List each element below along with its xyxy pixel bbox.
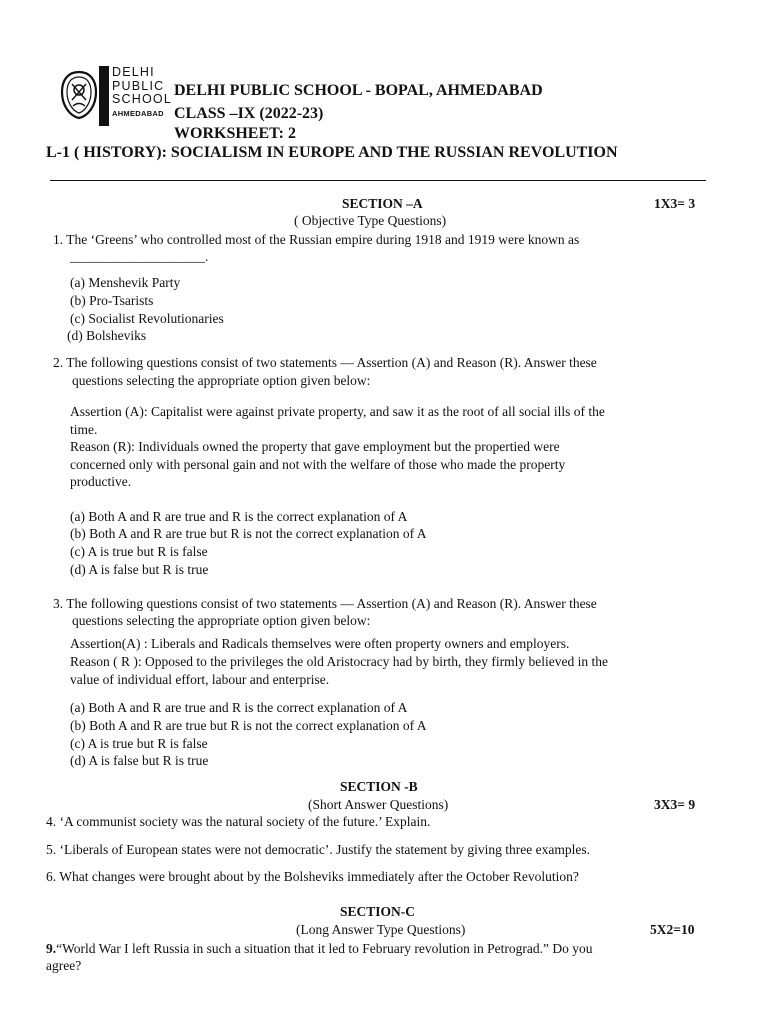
q2-assertion-line-2: time.: [70, 422, 98, 437]
q9-text: [46, 940, 592, 958]
class-year: CLASS –IX (2022-23): [174, 105, 324, 122]
q3-intro-line-2: questions selecting the appropriate option given below:: [72, 613, 371, 628]
q2-reason-line-1: Reason (R): Individuals owned the property that gave employment but the propertied were: [70, 439, 560, 454]
section-c-title: SECTION-C: [340, 904, 416, 919]
q9-line-2: agree?: [46, 958, 82, 973]
q9-line-1: “World War I left Russia in such a situation that it led to February revolution in Petrograd.” Do you: [56, 941, 593, 956]
lesson-title: L-1 ( HISTORY): SOCIALISM IN EUROPE AND THE RUSSIAN REVOLUTION: [46, 144, 618, 161]
q3-option-b: (b) Both A and R are true but R is not the correct explanation of A: [70, 718, 427, 733]
section-a-title: SECTION –A: [342, 196, 423, 211]
logo-vertical-text: BOPAL: [109, 77, 118, 115]
q1-text: 1. The ‘Greens’ who controlled most of the Russian empire during 1918 and 1919 were known as: [53, 232, 580, 247]
logo-line-2: PUBLIC: [112, 78, 165, 93]
q6-text: 6. What changes were brought about by the Bolsheviks immediately after the October Revolution?: [46, 869, 579, 884]
q2-option-c: (c) A is true but R is false: [70, 544, 208, 559]
q1-option-d: (d) Bolsheviks: [67, 328, 147, 343]
section-b-subtitle: (Short Answer Questions): [308, 797, 449, 812]
section-a-marks: 1X3= 3: [654, 196, 696, 211]
q2-option-b: (b) Both A and R are true but R is not the correct explanation of A: [70, 526, 427, 541]
q3-option-a: (a) Both A and R are true and R is the correct explanation of A: [70, 700, 408, 715]
q3-assertion: Assertion(A) : Liberals and Radicals themselves were often property owners and employers.: [70, 636, 570, 651]
logo-line-3: SCHOOL: [112, 92, 172, 106]
q3-reason-line-1: Reason ( R ): Opposed to the privileges the old Aristocracy had by birth, they firmly believed in the: [70, 654, 609, 669]
q4-text: 4. ‘A communist society was the natural society of the future.’ Explain.: [46, 814, 431, 829]
q1-option-a: (a) Menshevik Party: [70, 275, 181, 290]
worksheet-number: WORKSHEET: 2: [174, 125, 296, 142]
section-a-subtitle: ( Objective Type Questions): [294, 213, 447, 228]
q3-reason-line-2: value of individual effort, labour and enterprise.: [70, 672, 330, 687]
q5-text: 5. ‘Liberals of European states were not democratic’. Justify the statement by giving three examples.: [46, 842, 590, 857]
section-c-subtitle: (Long Answer Type Questions): [296, 922, 466, 937]
q3-option-d: (d) A is false but R is true: [70, 753, 209, 768]
section-b-marks: 3X3= 9: [654, 797, 696, 812]
q2-option-d: (d) A is false but R is true: [70, 562, 209, 577]
q2-assertion-line-1: Assertion (A): Capitalist were against private property, and saw it as the root of all social ills of the: [70, 404, 605, 419]
header-divider: [50, 180, 706, 181]
q1-option-b: (b) Pro-Tsarists: [70, 293, 154, 308]
q1-option-c: (c) Socialist Revolutionaries: [70, 311, 224, 326]
section-b-title: SECTION -B: [340, 779, 418, 794]
section-c-marks: 5X2=10: [650, 922, 695, 937]
q2-reason-line-2: concerned only with personal gain and not with the welfare of those who made the property: [70, 457, 566, 472]
q3-option-c: (c) A is true but R is false: [70, 736, 208, 751]
q2-intro-line-2: questions selecting the appropriate option given below:: [72, 373, 371, 388]
q2-intro-line-1: 2. The following questions consist of two statements — Assertion (A) and Reason (R). Answer these: [53, 355, 597, 370]
logo-wordmark: [112, 66, 172, 120]
school-name: DELHI PUBLIC SCHOOL - BOPAL, AHMEDABAD: [174, 82, 543, 99]
logo-line-1: DELHI: [112, 65, 155, 79]
q2-option-a: (a) Both A and R are true and R is the correct explanation of A: [70, 509, 408, 524]
school-logo: [60, 65, 172, 128]
school-emblem-icon: [60, 70, 98, 120]
q1-blank: ____________________.: [70, 249, 209, 264]
logo-vertical-band: [99, 66, 118, 126]
q9-number: 9.: [46, 941, 57, 956]
q3-intro-line-1: 3. The following questions consist of two statements — Assertion (A) and Reason (R). Answer these: [53, 596, 597, 611]
logo-line-4: AHMEDABAD: [112, 108, 164, 118]
q2-reason-line-3: productive.: [70, 474, 132, 489]
